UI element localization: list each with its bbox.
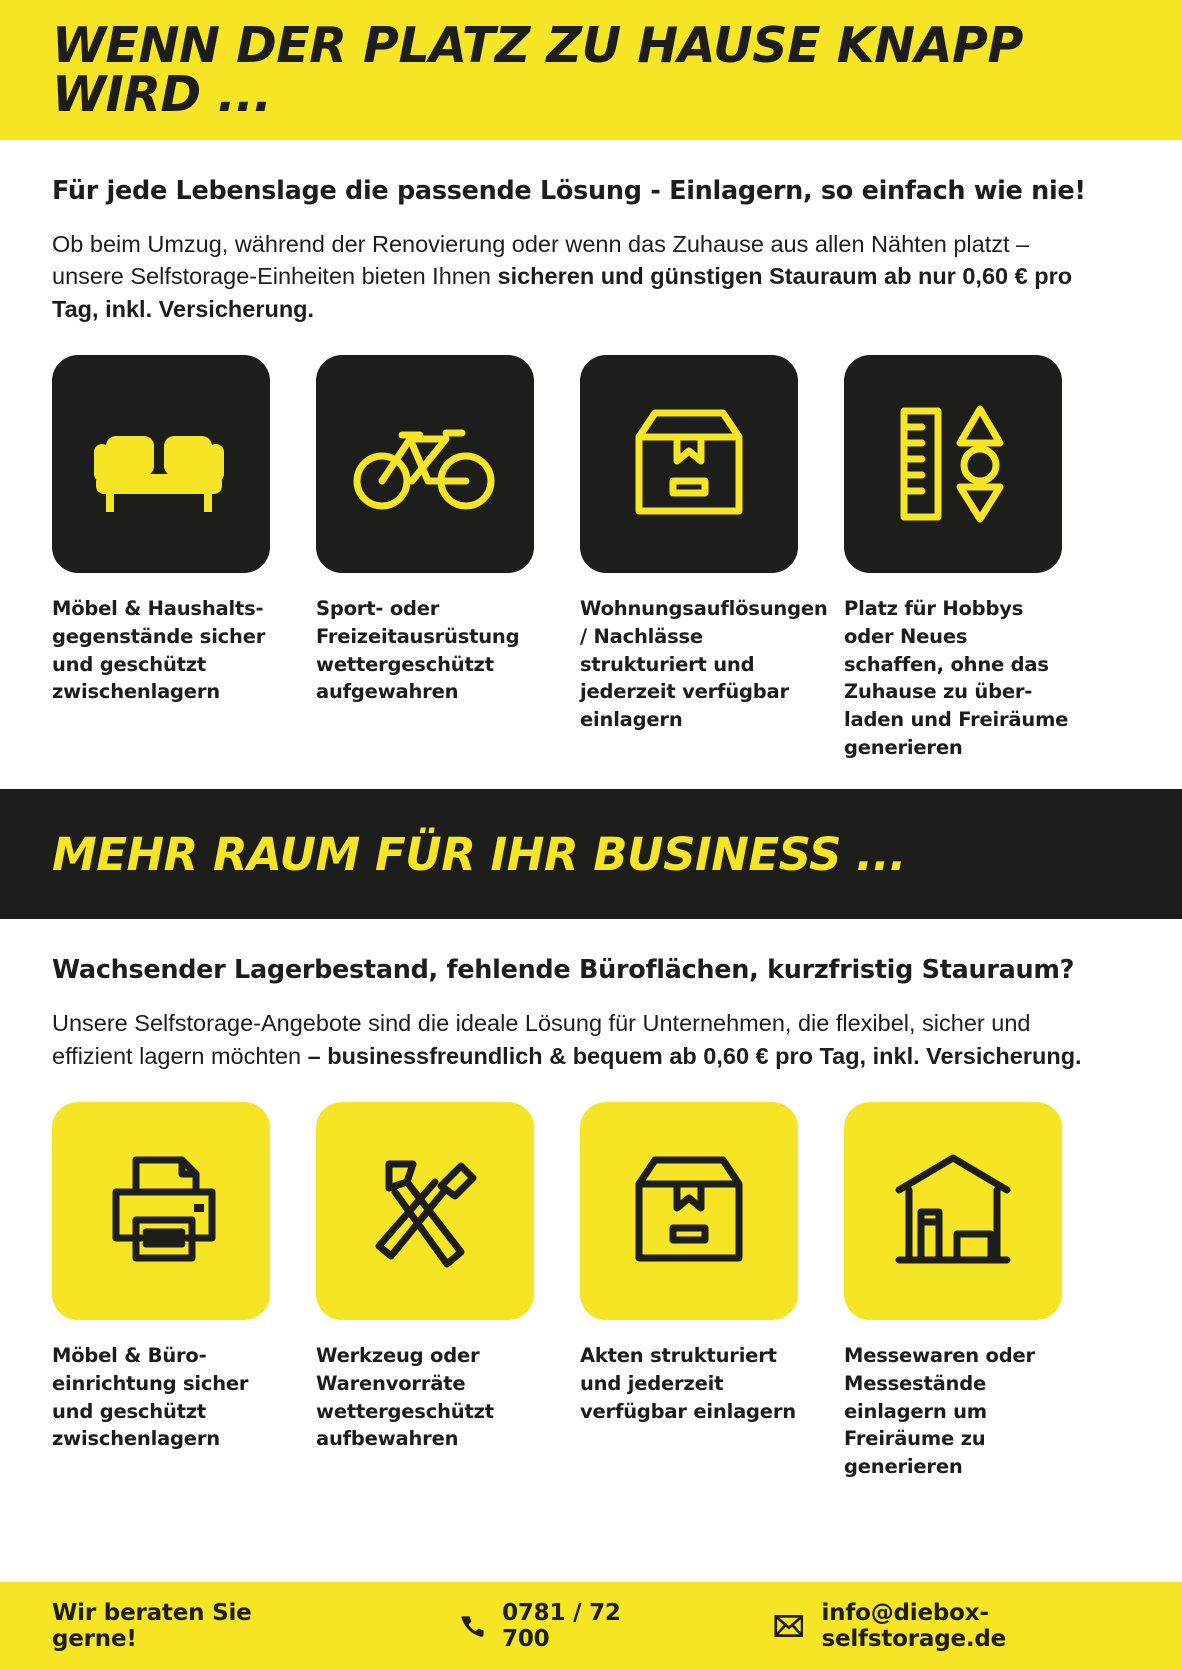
card-private-1 [52,355,316,761]
footer-cta: Wir beraten Sie gerne! [52,1600,252,1652]
card-business-1-text: Möbel & Büro-einrichtung sicher und geschützt zwischenlagern [52,1344,249,1451]
card-private-4-text: Platz für Hobbys oder Neues schaffen, ohne das Zuhause zu über-laden und Freiräume generieren [844,597,1069,759]
footer-phone-number: 0781 / 72 700 [502,1600,621,1652]
section-private [0,140,1182,761]
printer-icon [96,1146,226,1276]
tile-sofa [52,355,270,573]
phone-icon [460,1612,484,1640]
section-business-lead [52,1007,1092,1072]
card-private-2 [316,355,580,761]
exhibition-stand-icon [883,1146,1023,1276]
cards-business [52,1102,1130,1480]
card-private-1-text: Möbel & Haushalts-gegenstände sicher und geschützt zwischenlagern [52,597,266,704]
card-business-4 [844,1102,1108,1480]
card-business-2-text: Werkzeug oder Warenvorräte wettergeschützt aufbewahren [316,1344,494,1451]
card-business-3 [580,1102,844,1480]
card-business-2 [316,1102,580,1480]
tile-box-files [580,1102,798,1320]
box-icon [621,1146,757,1276]
footer-contact-bar [0,1582,1182,1670]
bicycle-icon [350,409,500,519]
banner-business-title: MEHR RAUM FÜR IHR BUSINESS ... [52,827,906,881]
tile-tools [316,1102,534,1320]
banner-private-title: WENN DER PLATZ ZU HAUSE KNAPP WIRD ... [52,17,1023,123]
lead-business-text-plain: Unsere Selfstorage-Angebote sind die ideale Lösung für Unternehmen, die flexibel, sicher und effizient lagern möchten [52,1010,1031,1069]
envelope-icon [774,1613,804,1639]
card-private-3 [580,355,844,761]
tools-icon [355,1146,495,1276]
lead-business-text-bold: – businessfreundlich & bequem ab 0,60 € pro Tag, inkl. Versicherung. [307,1042,1082,1069]
cards-private [52,355,1130,761]
section-private-lead [52,228,1092,325]
card-business-3-text: Akten strukturiert und jederzeit verfügbar einlagern [580,1344,796,1423]
tile-printer [52,1102,270,1320]
card-business-1 [52,1102,316,1480]
tile-box [580,355,798,573]
tile-bicycle [316,355,534,573]
lead-text-bold: sicheren und günstigen Stauraum ab nur 0,60 € pro Tag, inkl. Versicherung. [52,263,1073,322]
section-divider [0,761,1182,789]
section-private-subhead: Für jede Lebenslage die passende Lösung - Einlagern, so einfach wie nie! [52,176,1086,206]
sofa-icon [86,404,236,524]
box-icon [621,399,757,529]
footer-phone[interactable] [460,1600,654,1652]
ruler-shapes-icon [888,399,1018,529]
lead-text-plain: Ob beim Umzug, während der Renovierung oder wenn das Zuhause aus allen Nähten platzt – unsere Selfstorage-Einheiten bieten Ihnen [52,231,1030,290]
banner-private [0,0,1182,140]
footer-email[interactable] [774,1600,1130,1652]
card-private-4 [844,355,1108,761]
tile-exhibition-stand [844,1102,1062,1320]
section-business-subhead: Wachsender Lagerbestand, fehlende Büroflächen, kurzfristig Stauraum? [52,955,1075,986]
tile-ruler-shapes [844,355,1062,573]
banner-business [0,789,1182,919]
card-private-2-text: Sport- oder Freizeitausrüstung wettergeschützt aufgewahren [316,597,520,704]
card-business-4-text: Messewaren oder Messestände einlagern um Freiräume zu generieren [844,1344,1035,1478]
section-business [0,919,1182,1480]
card-private-3-text: Wohnungsauflösungen / Nachlässe strukturiert und jederzeit verfügbar einlagern [580,597,828,732]
footer-email-address: info@diebox-selfstorage.de [821,1600,1007,1652]
